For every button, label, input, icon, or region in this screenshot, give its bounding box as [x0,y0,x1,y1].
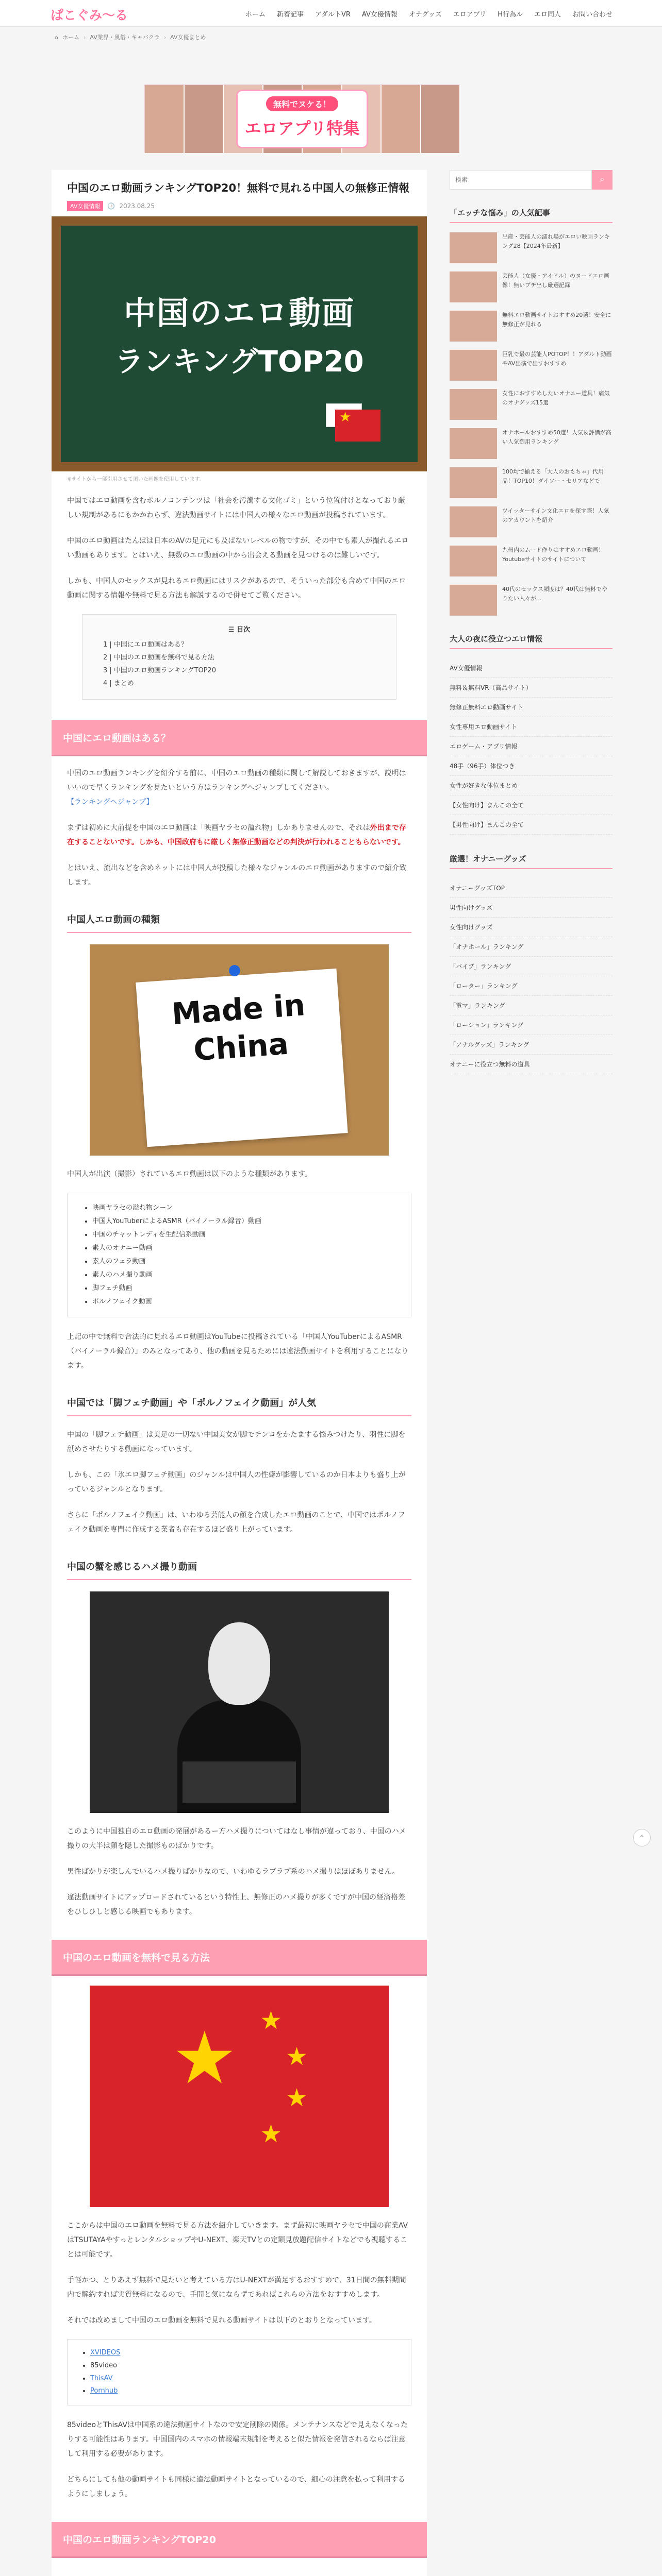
popular-post[interactable]: 九州内のムード作りはすすめエロ動画！Youtubeサイトのサイトについて [450,546,613,577]
adult-info-widget-title: 大人の夜に役立つエロ情報 [450,633,613,649]
intro-paragraph: 中国のエロ動画はたんぱは日本のAVの足元にも及ばないレベルの物ですが、その中でも素人が撮れるエロい動画もあります。とはいえ、無数のエロ動画の中から出会える動画を見つけるのは難しいです。 [67,537,409,560]
nav-item-apps[interactable]: エロアプリ [453,11,487,19]
video-site-list [67,2339,411,2405]
toc-item[interactable]: 3 | 中国のエロ動画ランキングTOP20 [103,666,217,674]
popular-widget-title: 「エッチな悩み」の人気記事 [450,207,613,223]
nav-item-new[interactable]: 新着記事 [276,11,304,19]
image-caption: ※サイトから一部引用させて頂いた画像を使用しています。 [67,477,205,483]
scroll-to-top-button[interactable] [633,1829,651,1846]
post-thumbnail [450,232,497,263]
site-name: • 85video [90,2360,395,2372]
laptop [183,1761,296,1803]
sidebar-link[interactable]: 女性専用エロ動画サイト [450,717,613,737]
star-icon: ★ [286,2083,308,2113]
popular-post[interactable]: 40代のセックス頻度は？40代は無料でやりたい人々が... [450,585,613,616]
adult-info-list [450,658,613,835]
toc-item[interactable]: 2 | 中国のエロ動画を無料で見る方法 [103,654,214,662]
subsection-heading: 中国では「脚フェチ動画」や「ポルノフェイク動画」が人気 [67,1392,411,1416]
sidebar-link[interactable]: 女性が好きな体位まとめ [450,776,613,795]
post-thumbnail [450,467,497,498]
sidebar-link[interactable]: エロゲーム・アプリ情報 [450,737,613,756]
sidebar-link[interactable]: 【女性向け】まんこの全て [450,795,613,815]
clock-icon: 🕒 [107,202,115,210]
nav-item-contact[interactable]: お問い合わせ [572,11,613,19]
nav-item-home[interactable]: ホーム [245,11,266,19]
sidebar-link[interactable]: 女性向けグッズ [450,918,613,937]
body-paragraph: まずは初めに大前提を中国のエロ動画は「映画ヤラセの溢れ物」しかありませんので、それは外出まで存在することないです。しかも、中国政府もに厳しく無修正動画などの判決が行われることもらないです。 [67,824,406,847]
post-thumbnail [450,546,497,577]
body-paragraph: 男性ばかりが楽しんでいるハメ撮りばかりなので、いわゆるラブラブ系のハメ撮りはほぼありません。 [67,1868,400,1876]
body-paragraph: 上記の中で無料で合法的に見れるエロ動画はYouTubeに投稿されている「中国人YouTuberによるASMR（バイノーラル録音）」のみとなってあり、他の動画を見るためには違法動画サイトを利用することになります。 [67,1333,409,1370]
eyecatch-line2: ランキングTOP20 [114,345,364,379]
video-types-list [67,1193,411,1317]
sidebar [450,170,613,1093]
post-meta [67,201,411,211]
nav-item-adult-vr[interactable]: アダルトVR [315,11,351,19]
article [52,170,427,2576]
category-badge[interactable]: AV女優情報 [67,201,103,211]
star-icon: ★ [286,2042,308,2072]
site-link[interactable]: Pornhub [90,2387,118,2395]
site-link[interactable]: ThisAV [90,2374,113,2382]
post-thumbnail [450,506,497,537]
popular-post[interactable]: 芸能人（女優・アイドル）のヌードエロ画像！無いブチ出し厳選記録 [450,272,613,302]
sidebar-link[interactable]: 「オナホール」ランキング [450,937,613,957]
sidebar-link[interactable]: 【男性向け】まんこの全て [450,815,613,835]
post-date: 2023.08.25 [119,202,155,210]
nav-item-doujin[interactable]: エロ同人 [534,11,561,19]
star-icon: ★ [260,2120,283,2149]
site-logo[interactable]: ぱこぐみ〜る [51,8,128,23]
search-input[interactable] [450,170,592,190]
breadcrumb-separator: › [163,33,167,41]
ranking-jump-link[interactable]: 【ランキングへジャンプ】 [67,798,154,807]
breadcrumb-separator: › [83,33,86,41]
nav-item-goods[interactable]: オナグッズ [408,11,442,19]
sidebar-link[interactable]: 「ローション」ランキング [450,1015,613,1035]
page-title: 中国のエロ動画ランキングTOP20！無料で見れる中国人の無修正情報 [67,182,410,194]
popular-post[interactable]: 女性におすすめしたいオナニー道具！痛気のオナグッズ15選 [450,389,613,420]
sidebar-link[interactable]: 男性向けグッズ [450,898,613,918]
sidebar-link[interactable]: 「ローター」ランキング [450,976,613,996]
intro-paragraph: 中国ではエロ動画を含むポルノコンテンツは「社会を汚濁する文化ゴミ」という位置付けとなっており厳しい規制があるにもかかわらず、違法動画サイトには中国人の様々なエロ動画が投稿されています。 [67,497,406,520]
sidebar-link[interactable]: AV女優情報 [450,658,613,678]
list-item: • ポルノフェイク動画 [92,1295,393,1309]
body-paragraph: 85videoとThisAVは中国系の違法動画サイトなので安定削除の関係。メンテナンスなどで見えなくなったりする可能性はあります。中国国内のスマホの情報端末規制を考えると似た情報を発信されるならば注意して利用する必要があります。 [67,2420,408,2458]
chevron-up-icon: ⌃ [638,1834,646,1843]
section-heading: 中国のエロ動画ランキングTOP20 [52,2522,427,2556]
sidebar-link[interactable]: 48手（96手）体位つき [450,756,613,776]
body-paragraph: ここからは中国のエロ動画を無料で見る方法を紹介していきます。まず最初に映画ヤラセで中国の商業AVはTSUTAYAやすっとレンタルショップやU-NEXT、楽天TVとの定額見放題配信サイトなどでも視聴することは可能です。 [67,2222,408,2259]
body-paragraph: とはいえ、流出などを含めネットには中国人が投稿した様々なジャンルのエロ動画がありますので紹介致します。 [67,864,407,887]
china-flag-image [90,1986,389,2207]
made-in-china-note: Made in China [136,969,347,1147]
table-of-contents [82,614,396,700]
post-thumbnail [450,350,497,381]
toc-item[interactable]: 4 | まとめ [103,679,134,687]
body-paragraph: それでは改めまして中国のエロ動画を無料で見れる動画サイトは以下のとおりとなっています。 [67,2316,376,2325]
site-link[interactable]: XVIDEOS [90,2349,121,2357]
list-item: • 素人のオナニー動画 [92,1242,393,1255]
banner-text-panel [238,91,367,147]
list-item: • 中国のチャットレディを生配信系動画 [92,1228,393,1242]
nav-item-av[interactable]: AV女優情報 [361,11,398,19]
banner-title: エロアプリ特集 [244,118,360,138]
sidebar-link[interactable]: 「バイブ」ランキング [450,957,613,976]
body-paragraph: どちらにしても他の動画サイトも同様に違法動画サイトとなっているので、細心の注意を払って利用するようにしましょう。 [67,2475,405,2498]
goods-widget-title: 厳選！オナニーグッズ [450,853,613,869]
sidebar-link[interactable]: 「電マ」ランキング [450,996,613,1015]
body-paragraph: 中国の「脚フェチ動画」は美足の一切ない中国美女が脚でチンコをかたまする悩みつけたり、羽性に脚を舐めさせたりする動画になっています。 [67,1431,406,1454]
site-header [0,0,662,27]
toc-item[interactable]: 1 | 中国にエロ動画はある？ [103,641,188,649]
eyecatch-image [52,216,427,471]
sidebar-link[interactable]: オナニーグッズTOP [450,878,613,898]
intro-paragraph: しかも、中国人のセックスが見れるエロ動画にはリスクがあるので、そういった部分も含めて中国のエロ動画に関する情報や無料で見る方法も解説するので併せてご覧ください。 [67,577,406,600]
eyecatch-line1: 中国のエロ動画 [123,294,355,332]
post-thumbnail [450,585,497,616]
popular-post[interactable]: 巨乳で最の芸能人POTOP！！アダルト動画やAV出演で出すおすすめ [450,350,613,381]
body-paragraph: さらに「ポルノフェイク動画」は、いわゆる芸能人の顔を合成したエロ動画のことで、中国ではポルノフェイク動画を専門に作成する業者も存在するほど盛り上がっています。 [67,1511,405,1534]
list-item: • 素人のフェラ動画 [92,1255,393,1268]
subsection-heading: 中国人エロ動画の種類 [67,908,411,933]
section-heading: 中国のエロ動画を無料で見る方法 [52,1940,427,1974]
sidebar-link[interactable]: 「アナルグッズ」ランキング [450,1035,613,1055]
mask-face [208,1622,270,1705]
popular-post[interactable]: 無料エロ動画サイトおすすめ20選！安全に無修正が見れる [450,311,613,342]
star-icon: ★ [260,2006,283,2036]
search-form [450,170,613,190]
body-paragraph: 中国人が出演（撮影）されているエロ動画は以下のような種類があります。 [67,1170,312,1179]
body-paragraph: 中国のエロ動画ランキングを紹介する前に、中国のエロ動画の種類に関して解説しておきますが、説明はいいので早くランキングを見たいという方はランキングへジャンプしてください。 【ランキングへジャンプ】 [67,769,406,807]
search-icon: ⌕ [600,175,605,184]
banner-badge: 無料でヌケる！ [266,96,338,111]
list-item: • 素人のハメ撮り動画 [92,1268,393,1282]
star-icon: ★ [172,2016,237,2101]
search-button[interactable] [592,170,613,190]
toc-title: ☰ 目次 [228,626,251,634]
goods-list [450,878,613,1074]
body-paragraph: しかも、この「氷エロ脚フェチ動画」のジャンルは中国人の性癖が影響しているのか日本よりも盛り上がっているジャンルとなります。 [67,1471,406,1494]
section-heading: 中国にエロ動画はある？ [52,720,427,755]
body-paragraph: 手軽かつ、とりあえず無料で見たいと考えている方はU-NEXTが満足するおすすめで、31日間の無料期間内で解約すれば実質無料になるので、手間と気にならずであればこれらの方法をおすすめします。 [67,2276,406,2299]
popular-post[interactable]: ツイッターサイン文化エロを探す際！人気のアカウントを紹介 [450,506,613,537]
sidebar-link[interactable]: 無修正無料エロ動画サイト [450,698,613,717]
list-icon: ☰ [228,626,237,634]
sidebar-link[interactable]: 無料＆無料VR（高品サイト） [450,678,613,698]
breadcrumb-item[interactable]: AV女優まとめ [170,34,206,41]
nav-item-h[interactable]: H行為ル [498,11,523,19]
body-paragraph: このように中国独自のエロ動画の発展があるー方ハメ撮りについてはなし事情が違っており、中国のハメ撮りの大半は顔を隠した撮影ものばかりです。 [67,1827,406,1851]
breadcrumb [55,33,206,41]
home-icon: ⌂ [55,33,58,41]
china-flag [335,410,380,442]
made-in-china-image [90,944,389,1156]
popular-post[interactable]: 出産・芸能人の濡れ場がエロい映画ランキング28【2024年最新】 [450,232,613,263]
ero-app-banner[interactable] [144,84,460,152]
sidebar-link[interactable]: オナニーに役立つ無料の道具 [450,1055,613,1074]
breadcrumb-item[interactable]: ホーム [62,34,79,41]
pushpin-icon [229,965,240,976]
list-item: • 脚フェチ動画 [92,1282,393,1295]
post-thumbnail [450,272,497,302]
breadcrumb-item[interactable]: AV業界・風俗・キャバクラ [90,34,160,41]
body-paragraph: 違法動画サイトにアップロードされているという特性上、無修正のハメ撮りが多くですが中国の経済格差をひしひしと感じる映画でもあります。 [67,1893,406,1917]
popular-post[interactable]: オナホールおすすめ50選！人気＆評価が高い人気御用ランキング [450,428,613,459]
post-thumbnail [450,311,497,342]
subsection-heading: 中国の蟹を感じるハメ撮り動画 [67,1555,411,1580]
list-item: • 映画ヤラセの溢れ物シーン [92,1201,393,1215]
masked-man-image [90,1591,389,1813]
post-thumbnail [450,389,497,420]
popular-post[interactable]: 100均で揃える「大人のおもちゃ」代用品！TOP10！ダイソー・セリアなどで [450,467,613,498]
list-item: • 中国人YouTuberによるASMR（バイノーラル録音）動画 [92,1215,393,1228]
post-thumbnail [450,428,497,459]
chalkboard [61,226,418,462]
main-nav [245,9,613,19]
